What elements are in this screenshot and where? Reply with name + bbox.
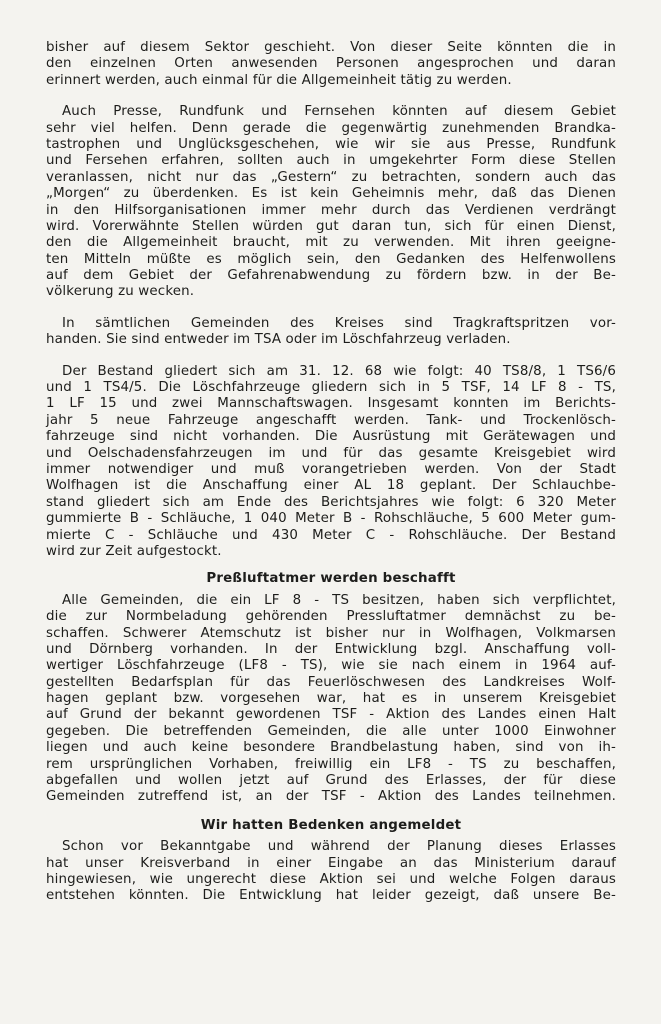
text-line: Schon vor Bekanntgabe und während der Planung dieses Erlasses <box>62 839 616 855</box>
text-line: gegeben. Die betreffenden Gemeinden, die alle unter 1000 Einwohner <box>46 723 616 739</box>
text-line: und Dörnberg vorhanden. In der Entwicklung bzgl. Anschaffung voll- <box>46 641 616 657</box>
section-heading: Preßluftatmer werden beschafft <box>206 571 456 587</box>
text-line: „Morgen“ zu überdenken. Es ist kein Geheimnis mehr, daß das Dienen <box>46 186 616 202</box>
text-line: völkerung zu wecken. <box>46 284 195 300</box>
text-line: wird. Vorerwähnte Stellen würden gut daran tun, sich für einen Dienst, <box>46 218 616 234</box>
text-line: wertiger Löschfahrzeuge (LF8 - TS), wie sie nach einem in 1964 auf- <box>46 658 616 674</box>
text-line: stand gliedert sich am Ende des Berichtsjahres wie folgt: 6 320 Meter <box>46 494 616 510</box>
section-heading: Wir hatten Bedenken angemeldet <box>200 817 462 833</box>
text-line: den die Allgemeinheit braucht, mit zu verwenden. Mit ihren geeigne- <box>46 235 616 251</box>
text-line: rem ursprünglichen Vorhaben, freiwillig ein LF8 - TS zu beschaffen, <box>46 756 616 772</box>
paragraph-3 <box>46 316 616 349</box>
text-line: auf dem Gebiet der Gefahrenabwendung zu fördern bzw. in der Be- <box>46 268 616 284</box>
text-line: gummierte B - Schläuche, 1 040 Meter B - Rohschläuche, 5 600 Meter gum- <box>46 511 616 527</box>
text-line: und Oelschadensfahrzeugen im und für das gesamte Kreisgebiet wird <box>46 445 616 461</box>
paragraph-1 <box>46 40 616 89</box>
text-line: hingewiesen, wie ungerecht diese Aktion sei und welche Folgen daraus <box>46 872 616 887</box>
document-page <box>46 40 616 909</box>
text-line: Wolfhagen ist die Anschaffung einer AL 18 geplant. Der Schlauchbe- <box>46 478 616 494</box>
text-line: bisher auf diesem Sektor geschieht. Von dieser Seite könnten die in <box>46 40 616 55</box>
text-line: erinnert werden, auch einmal für die Allgemeinheit tätig zu werden. <box>46 72 512 88</box>
text-line: wird zur Zeit aufgestockt. <box>46 543 222 559</box>
text-line: den einzelnen Orten anwesenden Personen angesprochen und daran <box>46 56 616 72</box>
text-line: mierte C - Schläuche und 430 Meter C - Rohschläuche. Der Bestand <box>46 527 616 543</box>
paragraph-2 <box>46 104 616 301</box>
text-line: handen. Sie sind entweder im TSA oder im Löschfahrzeug verladen. <box>46 332 511 348</box>
text-line: veranlassen, nicht nur das „Gestern“ zu betrachten, sondern auch das <box>46 169 616 185</box>
text-line: tastrophen und Unglücksgeschehen, wie wir sie aus Presse, Rundfunk <box>46 136 616 152</box>
text-line: abgefallen und wollen jetzt auf Grund des Erlasses, der für diese <box>46 773 616 789</box>
paragraph-6 <box>46 839 616 905</box>
text-line: ten Mitteln müßte es möglich sein, den Gedanken des Helfenwollens <box>46 251 616 267</box>
text-line: Auch Presse, Rundfunk und Fernsehen könnten auf diesem Gebiet <box>62 104 616 120</box>
text-line: sehr viel helfen. Denn gerade die gegenwärtig zunehmenden Brandka- <box>46 120 616 136</box>
text-line: entstehen könnten. Die Entwicklung hat leider gezeigt, daß unsere Be- <box>46 888 616 904</box>
text-line: 1 LF 15 und zwei Mannschaftswagen. Insgesamt konnten im Berichts- <box>46 396 616 412</box>
paragraph-4 <box>46 364 616 561</box>
text-line: jahr 5 neue Fahrzeuge angeschafft werden. Tank- und Trockenlösch- <box>46 412 616 428</box>
text-line: immer notwendiger und muß vorangetrieben werden. Von der Stadt <box>46 461 616 477</box>
text-line: die zur Normbeladung gehörenden Pressluftatmer demnächst zu be- <box>46 609 616 625</box>
text-line: Gemeinden zutreffend ist, an der TSF - Aktion des Landes teilnehmen. <box>46 789 616 805</box>
text-line: Der Bestand gliedert sich am 31. 12. 68 wie folgt: 40 TS8/8, 1 TS6/6 <box>62 363 616 379</box>
text-line: Alle Gemeinden, die ein LF 8 - TS besitzen, haben sich verpflichtet, <box>62 592 616 608</box>
text-line: gestellten Bedarfsplan für das Feuerlöschwesen des Landkreises Wolf- <box>46 674 616 690</box>
text-line: hagen geplant bzw. vorgesehen war, hat es in unserem Kreisgebiet <box>46 691 616 707</box>
paragraph-5 <box>46 593 616 806</box>
text-line: hat unser Kreisverband in einer Eingabe an das Ministerium darauf <box>46 855 616 871</box>
text-line: schaffen. Schwerer Atemschutz ist bisher nur in Wolfhagen, Volkmarsen <box>46 625 616 641</box>
text-line: fahrzeuge sind nicht vorhanden. Die Ausrüstung mit Gerätewagen und <box>46 429 616 445</box>
text-line: auf Grund der bekannt gewordenen TSF - Aktion des Landes einen Halt <box>46 707 616 723</box>
text-line: und Fersehen erfahren, sollten auch in umgekehrter Form diese Stellen <box>46 153 616 169</box>
text-line: und 1 TS4/5. Die Löschfahrzeuge gliedern sich in 5 TSF, 14 LF 8 - TS, <box>46 380 616 396</box>
text-line: In sämtlichen Gemeinden des Kreises sind Tragkraftspritzen vor- <box>62 315 616 331</box>
text-line: in den Hilfsorganisationen immer mehr durch das Verdienen verdrängt <box>46 202 616 218</box>
text-line: liegen und auch keine besondere Brandbelastung haben, sind von ih- <box>46 740 616 756</box>
